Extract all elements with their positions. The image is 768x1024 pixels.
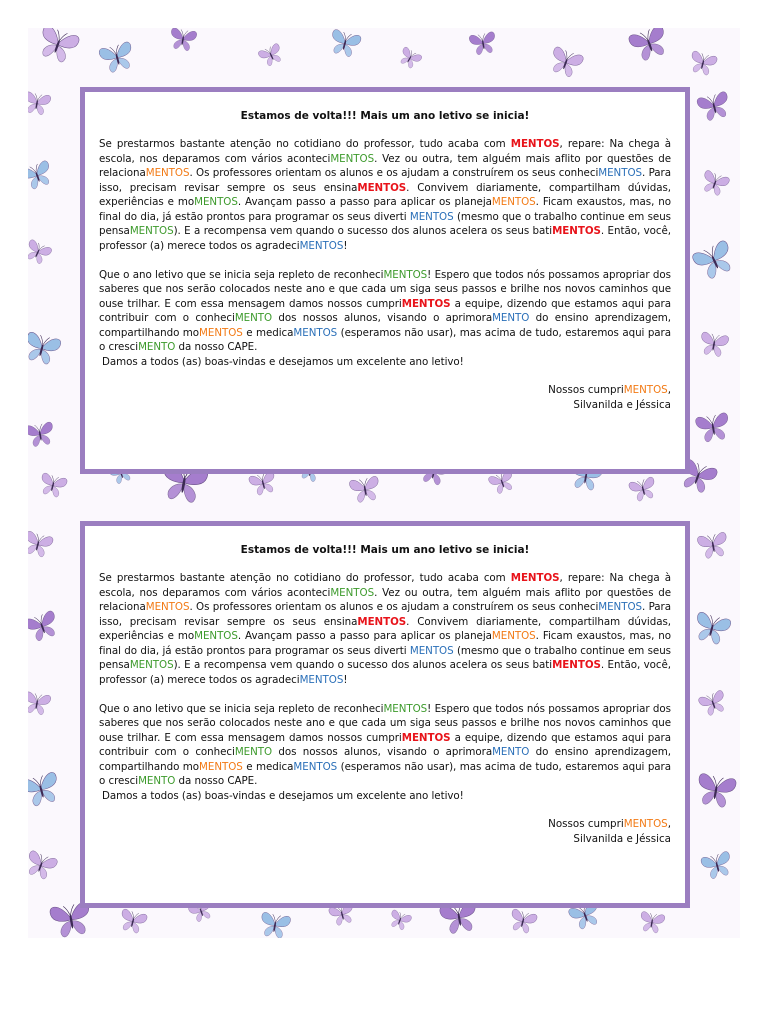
butterfly-icon (345, 469, 384, 508)
mentos-word: MENTOS (401, 731, 451, 744)
mentos-word: MENTOS (598, 601, 642, 613)
butterfly-icon (622, 28, 676, 70)
closing (99, 817, 671, 846)
mentos-word: MENTOS (510, 572, 560, 584)
closing (99, 383, 671, 412)
butterfly-icon (466, 28, 501, 60)
mentos-word: MENTO (492, 312, 530, 324)
butterfly-icon (30, 28, 86, 72)
mentos-word: MENTO (138, 775, 176, 787)
butterfly-icon (28, 233, 57, 270)
mentos-word: MENTOS (623, 384, 668, 396)
butterfly-icon (28, 415, 59, 452)
butterfly-icon (28, 603, 65, 649)
butterfly-icon (28, 686, 54, 721)
message-card-1 (80, 87, 690, 474)
message-card-2 (80, 521, 690, 908)
signature: Silvanilda e Jéssica (573, 832, 671, 845)
mentos-word: MENTOS (357, 181, 407, 194)
butterfly-icon (28, 843, 63, 887)
butterfly-icon (94, 34, 141, 81)
butterfly-icon (691, 765, 740, 816)
paragraph-3: Damos a todos (as) boas-vindas e desejamos um excelente ano letivo! (102, 789, 464, 802)
mentos-word: MENTOS (199, 760, 243, 773)
butterfly-icon (385, 905, 416, 936)
paragraph-1: Se prestarmos bastante atenção no cotidiano do professor, tudo acaba com MENTOS, repare: Na chega à escola, nos deparamos com vários aconteciMENTOS. Vez ou outra, tem alguém mais aflito por questões de relacionaMENTOS. Os professores orientam os alunos e os ajudam a construírem os seus conheciMENTOS. Para isso, precisam revisar sempre os seus ensinaMENTOS. Convivem diariamente, compartilham dúvidas, experiências e moMENTOS. Avançam passo a passo para aplicar os planejaMENTOS. Ficam exaustos, mas, no final do dia, já estão prontos para programar os seus diverti MENTOS (mesmo que o trabalho continue em seus pensaMENTOS). E a recompensa vem quando o sucesso dos alunos acelera os seus batiMENTOS. Então, você, professor (a) merece todos os agradeciMENTOS! (99, 138, 672, 252)
mentos-word: MENTOS (491, 196, 536, 208)
mentos-word: MENTOS (145, 167, 190, 179)
mentos-word: MENTOS (129, 225, 174, 237)
butterfly-icon (394, 42, 427, 75)
butterfly-icon (625, 471, 662, 508)
mentos-word: MENTO (234, 746, 273, 758)
butterfly-icon (695, 325, 732, 362)
butterfly-icon (543, 39, 589, 85)
butterfly-icon (35, 467, 72, 504)
mentos-word: MENTOS (330, 586, 375, 599)
butterfly-icon (696, 844, 738, 886)
butterfly-icon (255, 905, 294, 938)
mentos-word: MENTO (492, 746, 530, 758)
butterfly-icon (685, 231, 740, 289)
butterfly-icon (28, 153, 59, 197)
mentos-word: MENTOS (409, 644, 454, 657)
mentos-word: MENTOS (383, 702, 428, 715)
mentos-word: MENTOS (199, 326, 243, 339)
paragraph-2: Que o ano letivo que se inicia seja repleto de reconheciMENTOS! Espero que todos nós possamos apropriar dos saberes que nos serão colocados neste ano e que cada um siga seus passos e brilhe nos novos caminhos que ouse trilhar. E com essa mensagem damos nossos cumpriMENTOS a equipe, dizendo que estamos aqui para contribuir com o conheciMENTO dos nossos alunos, visando o aprimoraMENTO do ensino aprendizagem, compartilhando moMENTOS e medicaMENTOS (esperamos não usar), mas acima de tudo, estaremos aqui para o cresciMENTO da nosso CAPE. (99, 702, 672, 787)
butterfly-icon (692, 84, 736, 128)
butterfly-icon (28, 86, 54, 121)
butterfly-icon (694, 684, 732, 722)
mentos-word: MENTOS (401, 297, 451, 310)
mentos-word: MENTOS (293, 326, 338, 339)
mentos-word: MENTOS (145, 601, 190, 613)
butterfly-background (28, 28, 740, 938)
paragraph-3: Damos a todos (as) boas-vindas e desejamos um excelente ano letivo! (102, 355, 464, 368)
mentos-word: MENTOS (491, 630, 536, 642)
butterfly-icon (324, 28, 366, 64)
mentos-word: MENTOS (552, 659, 601, 671)
mentos-word: MENTOS (598, 167, 642, 179)
butterfly-icon (28, 763, 67, 814)
mentos-word: MENTO (234, 312, 273, 324)
butterfly-icon (28, 524, 58, 563)
closing-line: Nossos cumpriMENTOS, (548, 818, 671, 830)
butterfly-icon (696, 164, 734, 202)
butterfly-icon (28, 324, 66, 373)
card-title: Estamos de volta!!! Mais um ano letivo se inicia! (240, 544, 530, 556)
paragraph-1: Se prestarmos bastante atenção no cotidiano do professor, tudo acaba com MENTOS, repare: Na chega à escola, nos deparamos com vários aconteciMENTOS. Vez ou outra, tem alguém mais aflito por questões de relacionaMENTOS. Os professores orientam os alunos e os ajudam a construírem os seus conheciMENTOS. Para isso, precisam revisar sempre os seus ensinaMENTOS. Convivem diariamente, compartilham dúvidas, experiências e moMENTOS. Avançam passo a passo para aplicar os planejaMENTOS. Ficam exaustos, mas, no final do dia, já estão prontos para programar os seus diverti MENTOS (mesmo que o trabalho continue em seus pensaMENTOS). E a recompensa vem quando o sucesso dos alunos acelera os seus batiMENTOS. Então, você, professor (a) merece todos os agradeciMENTOS! (99, 572, 672, 686)
closing-line: Nossos cumpriMENTOS, (548, 384, 671, 396)
card-title: Estamos de volta!!! Mais um ano letivo se inicia! (240, 110, 530, 122)
butterfly-icon (688, 604, 737, 653)
mentos-word: MENTOS (299, 673, 344, 686)
mentos-word: MENTOS (293, 760, 338, 773)
butterfly-icon (691, 405, 735, 449)
butterfly-icon (254, 38, 289, 73)
paragraph-2: Que o ano letivo que se inicia seja repleto de reconheciMENTOS! Espero que todos nós possamos apropriar dos saberes que nos serão colocados neste ano e que cada um siga seus passos e brilhe nos novos caminhos que ouse trilhar. E com essa mensagem damos nossos cumpriMENTOS a equipe, dizendo que estamos aqui para contribuir com o conheciMENTO dos nossos alunos, visando o aprimoraMENTO do ensino aprendizagem, compartilhando moMENTOS e medicaMENTOS (esperamos não usar), mas acima de tudo, estaremos aqui para o cresciMENTO da nosso CAPE. (99, 268, 672, 353)
mentos-word: MENTOS (129, 659, 174, 671)
butterfly-icon (693, 525, 732, 564)
mentos-word: MENTOS (194, 196, 238, 208)
mentos-word: MENTOS (330, 152, 375, 165)
butterfly-icon (166, 28, 201, 56)
signature: Silvanilda e Jéssica (573, 398, 671, 411)
mentos-word: MENTOS (357, 615, 407, 628)
mentos-word: MENTOS (299, 239, 344, 252)
mentos-word: MENTOS (194, 630, 238, 642)
mentos-word: MENTOS (510, 138, 560, 150)
mentos-word: MENTO (138, 341, 176, 353)
mentos-word: MENTOS (383, 268, 428, 281)
mentos-word: MENTOS (623, 818, 668, 830)
butterfly-icon (636, 906, 668, 938)
mentos-word: MENTOS (552, 225, 601, 237)
mentos-word: MENTOS (409, 210, 454, 223)
butterfly-icon (685, 45, 722, 82)
